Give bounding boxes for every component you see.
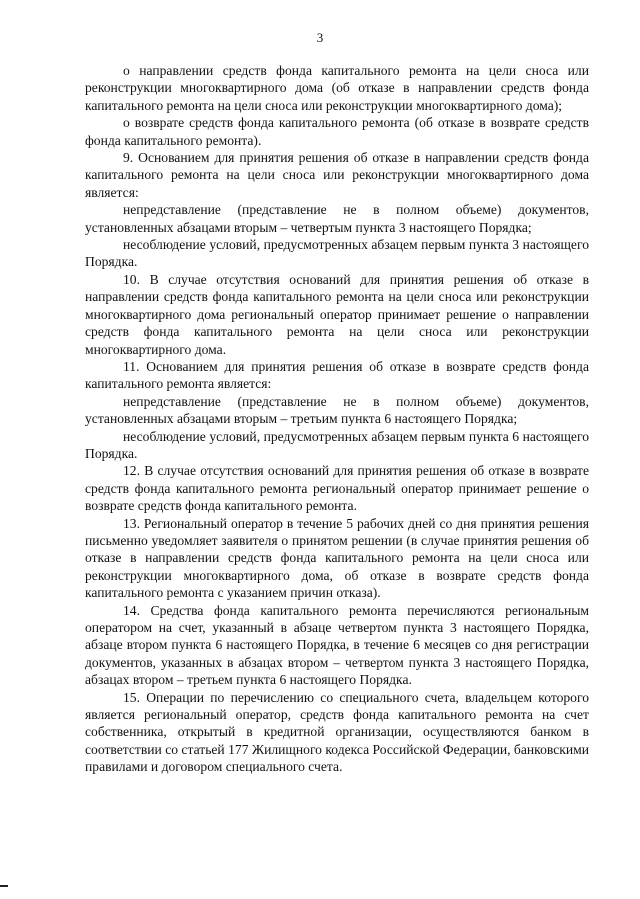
- paragraph-item-11-reason-conditions: несоблюдение условий, предусмотренных абзацем первым пункта 6 настоящего Порядка.: [85, 428, 589, 461]
- scan-edge-mark: [0, 885, 8, 887]
- paragraph-item-14: 14. Средства фонда капитального ремонта перечисляются региональным оператором на счет, указанный в абзаце четвертом пункта 3 настоящего Порядка, абзаце втором пункта 6 настоящего Порядка, в течение 6 месяцев со дня регистрации документов, указанных в абзацах втором – четвертом пункта 3 настоящего Порядка, абзацах втором – третьем пункта 6 настоящего Порядка.: [85, 602, 589, 688]
- paragraph-item-13: 13. Региональный оператор в течение 5 рабочих дней со дня принятия решения письменно уведомляет заявителя о принятом решении (в случае принятия решения об отказе в направлении средств фонда капитального ремонта на цели сноса или реконструкции многоквартирного дома, об отказе в возврате средств фонда капитального ремонта с указанием причин отказа).: [85, 515, 589, 601]
- paragraph-item-12: 12. В случае отсутствия оснований для принятия решения об отказе в возврате средств фонда капитального ремонта региональный оператор принимает решение о возврате средств фонда капитального ремонта.: [85, 463, 589, 514]
- paragraph-item-15: 15. Операции по перечислению со специального счета, владельцем которого является региональный оператор, средств фонда капитального ремонта на счет собственника, открытый в кредитной организации, осуществляются банком в соответствии со статьей 177 Жилищного кодекса Российской Федерации, банковскими правилами и договором специального счета.: [85, 689, 589, 775]
- paragraph-item-11-reason-documents: непредставление (представление не в полном объеме) документов, установленных абзацами вторым – третьим пункта 6 настоящего Порядка;: [85, 393, 589, 427]
- paragraph-item-10: 10. В случае отсутствия оснований для принятия решения об отказе в направлении средств фонда капитального ремонта на цели сноса или реконструкции многоквартирного дома региональный оператор принимает решение о направлении средств фонда капитального ремонта на цели сноса или реконструкции многоквартирного дома.: [85, 271, 589, 357]
- paragraph-item-9-reason-documents: непредставление (представление не в полном объеме) документов, установленных абзацами вторым – четвертым пункта 3 настоящего Порядка;: [85, 202, 589, 235]
- paragraph-decision-demolition: о направлении средств фонда капитального ремонта на цели сноса или реконструкции многоквартирного дома (об отказе в направлении средств фонда капитального ремонта на цели сноса или реконструкции многоквартирного дома);: [85, 63, 589, 113]
- document-body: [85, 62, 589, 776]
- paragraph-item-9-reason-conditions: несоблюдение условий, предусмотренных абзацем первым пункта 3 настоящего Порядка.: [85, 237, 589, 270]
- paragraph-decision-refund: о возврате средств фонда капитального ремонта (об отказе в возврате средств фонда капитального ремонта).: [85, 115, 589, 148]
- paragraph-item-11: 11. Основанием для принятия решения об отказе в возврате средств фонда капитального ремонта является:: [85, 358, 589, 392]
- page-number: 3: [316, 30, 324, 45]
- paragraph-item-9: 9. Основанием для принятия решения об отказе в направлении средств фонда капитального ремонта на цели сноса или реконструкции многоквартирного дома является:: [85, 150, 589, 200]
